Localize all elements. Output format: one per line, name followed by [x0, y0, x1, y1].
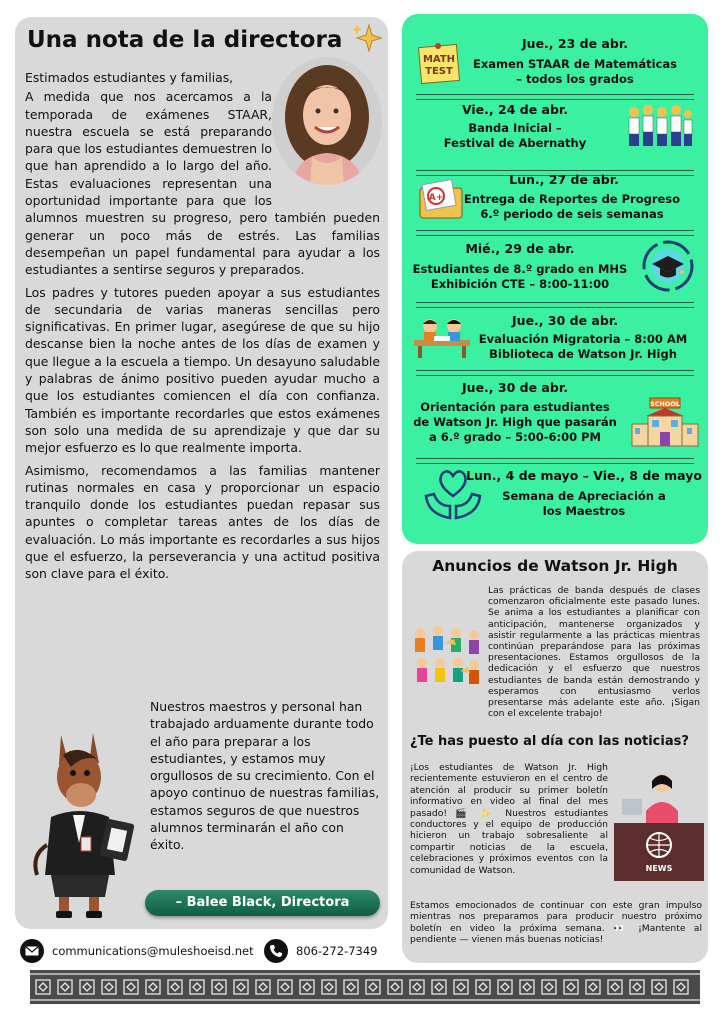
note-title: Una nota de la directora: [27, 27, 343, 53]
event-desc: Exhibición CTE – 8:00-11:00: [430, 277, 610, 291]
news-desk-label: NEWS: [645, 864, 673, 873]
mule-mascot-icon: [23, 725, 148, 920]
note-greeting: Estimados estudiantes y familias,: [25, 70, 234, 85]
event-date: Lun., 27 de abr.: [509, 172, 619, 187]
note-body: [25, 69, 380, 588]
event-desc: Festival de Abernathy: [443, 136, 587, 150]
email-address[interactable]: communications@muleshoeisd.net: [52, 944, 254, 958]
note-closing: Nuestros maestros y personal han trabajado arduamente durante todo el año para preparar a los estudiantes, y estamos muy orgullosos de su crecimiento. Con el apoyo continuo de nuestras familias, estamos seguros de que nuestros alumnos terminarán el año con éxito.: [150, 699, 380, 853]
divider: [416, 230, 694, 236]
event-date: Vie., 24 de abr.: [461, 102, 569, 117]
event-desc: Banda Inicial –: [468, 121, 562, 135]
event-item: [402, 313, 708, 362]
note-paragraph: A medida que nos acercamos a la temporada de exámenes STAAR, nuestra escuela se está preparando para que los estudiantes demuestren lo que han aprendido a lo largo del año. Estas evaluaciones representan una oportunidad importante para que los alumnos muestren su progreso, pero también pueden generar un poco más de estrés. Las familias desempeñan un papel fundamental para ayudar a los estudiantes a sentirse seguros y preparados.: [25, 89, 380, 278]
event-date: Lun., 4 de mayo – Vie., 8 de mayo: [466, 468, 702, 483]
math-test-label: TEST: [425, 66, 453, 77]
news-heading: ¿Te has puesto al día con las noticias?: [410, 734, 689, 749]
divider: [416, 458, 694, 464]
event-desc: Evaluación Migratoria – 8:00 AM: [478, 332, 688, 346]
sparkle-icon: [349, 21, 383, 55]
announcements-panel: [402, 551, 708, 963]
event-desc: de Watson Jr. High que pasarán: [413, 415, 617, 429]
event-item: [402, 36, 708, 87]
email-contact[interactable]: [20, 938, 254, 964]
divider: [416, 302, 694, 308]
report-grade: A+: [428, 193, 444, 203]
photo-spacer: [272, 88, 380, 208]
news-announcement: ¡Los estudiantes de Watson Jr. High recientemente estuvieron en el centro de atención al producir su primer boletín informativo en video al final del mes pasado! 🎬 ✨ Nuestros estudiantes conductores y el equipo de producción hicieron un trabajo sobresaliente al compartir noticias de la escuela, celebraciones y próximos eventos con la comunidad de Watson.: [410, 762, 608, 876]
event-item: [402, 468, 708, 519]
event-desc: a 6.º grado – 5:00-6:00 PM: [428, 430, 602, 444]
phone-contact[interactable]: [264, 938, 377, 964]
email-icon: [20, 939, 44, 963]
band-icon: [624, 100, 694, 152]
band-announcement: Las prácticas de banda después de clases comenzaron oficialmente este pasado lunes. Se anima a los estudiantes a planificar con anticipación, mantenerse organizados y asistir regularmente a las prácticas mientras continúan preparándose para las próximas presentaciones. Estamos orgullosos de la dedicación y el esfuerzo que nuestros estudiantes de banda están demostrando y esperamos con entusiasmo verlos presentarse más adelante este año. ¡Sigan con el excelente trabajo!: [488, 585, 700, 720]
news-anchor-icon: [614, 771, 704, 886]
event-desc: Estudiantes de 8.º grado en MHS: [412, 262, 628, 276]
event-desc: Orientación para estudiantes: [420, 400, 610, 414]
signature-banner: – Balee Black, Directora: [145, 890, 380, 916]
note-paragraph: Asimismo, recomendamos a las familias mantener rutinas normales en casa y proporcionar un espacio tranquilo donde los estudiantes puedan repasar sus apuntes o completar tareas antes de los días de evaluación. Lo más importante es recordarles a sus hijos que el esfuerzo, la perseverancia y una actitud positiva son clave para el éxito.: [25, 462, 380, 582]
graduation-cap-icon: [640, 238, 696, 294]
event-desc: Semana de Apreciación a: [502, 489, 666, 503]
event-desc: 6.º periodo de seis semanas: [480, 207, 664, 221]
musicians-icon: [408, 623, 486, 693]
event-date: Mié., 29 de abr.: [465, 241, 575, 256]
event-item: [402, 172, 708, 222]
note-paragraph: Los padres y tutores pueden apoyar a sus estudiantes de secundaria de varias maneras sencillas pero significativas. En primer lugar, asegúrese de que su hijo descanse bien la noche antes de los días de examen y que llegue a la escuela a tiempo. Un desayuno saludable y palabras de ánimo positivo pueden ayudar mucho a que los estudiantes comiencen el día con confianza. También es importante recordarles que estos exámenes son solo una medida de su aprendizaje y que dar su mejor esfuerzo es lo que realmente importa.: [25, 284, 380, 456]
footer-pattern: [30, 970, 700, 1004]
event-date: Jue., 30 de abr.: [512, 313, 618, 328]
events-calendar-panel: [402, 14, 708, 544]
school-icon: [630, 394, 700, 450]
event-desc: Examen STAAR de Matemáticas: [472, 57, 678, 71]
divider: [416, 370, 694, 376]
announcements-title: Anuncios de Watson Jr. High: [432, 557, 678, 575]
news-followup: Estamos emocionados de continuar con este gran impulso mientras nos preparamos para producir nuestro próximo boletín en video la próxima semana. 👀 ¡Mantente al pendiente — vienen más buenas noticias!: [410, 900, 702, 946]
event-desc: – todos los grados: [516, 72, 634, 86]
director-note-panel: [15, 17, 388, 929]
event-date: Jue., 30 de abr.: [462, 380, 568, 395]
event-date: Jue., 23 de abr.: [522, 36, 628, 51]
phone-icon: [264, 939, 288, 963]
event-desc: los Maestros: [542, 504, 626, 518]
phone-number[interactable]: 806-272-7349: [296, 944, 378, 958]
math-test-label: MATH: [422, 54, 456, 65]
event-desc: Biblioteca de Watson Jr. High: [489, 347, 677, 361]
school-sign: SCHOOL: [649, 400, 681, 408]
event-desc: Entrega de Reportes de Progreso: [463, 192, 681, 206]
